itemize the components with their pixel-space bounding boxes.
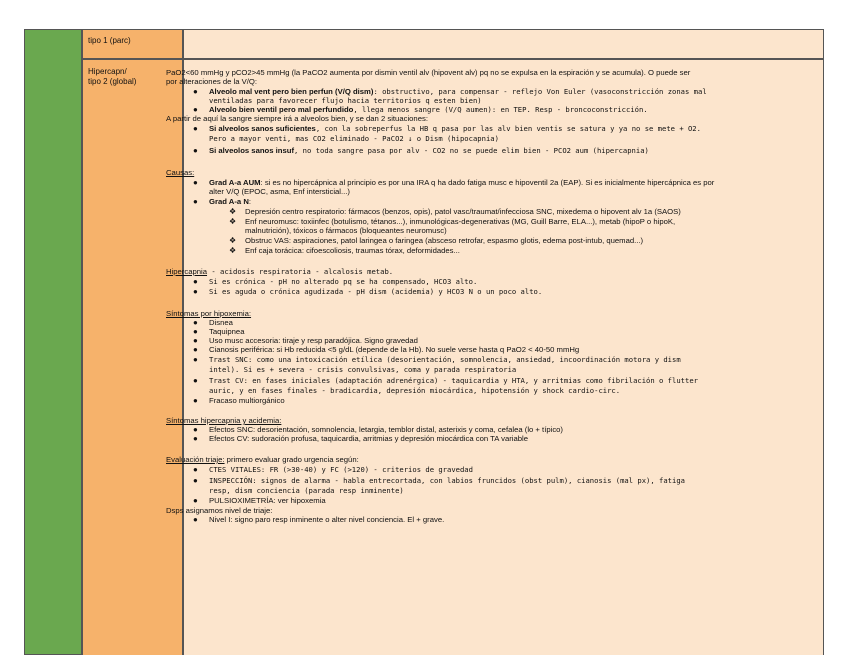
situation-1-line2: Pero a mayor venti, mas CO2 eliminado - PaCO2 ↓ o Dism (hipocapnia) [209,134,499,143]
causa-neuromusc-line2: malnutrición), tóxicos o fármacos (bloqueantes neuromusc) [245,226,447,235]
hipercapnia-title: Hipercapnia - acidosis respiratoria - alcalosis metab. [166,267,394,276]
situation-1: Si alveolos sanos suficientes, con la sobreperfus la HB q pasa por las alv bien ventis se satura y ya no se mete + O2. [209,124,701,133]
sintomas-hipoxemia-title: Síntomas por hipoxemia: [166,309,252,318]
sintoma-snc-line2: intel). Si es + severa - crisis convulsivas, coma y parada respiratoria [209,365,517,374]
sintoma-musc: Uso musc accesoria: tiraje y resp paradójica. Signo gravedad [209,336,418,345]
bullet-dot: ● [193,345,198,354]
sintoma-cv: Trast CV: en fases iniciales (adaptación adrenérgica) - taquicardia y HTA, y arritmias como fibrilación o flutter [209,376,698,385]
bullet-dot: ● [193,434,198,443]
sintoma-taquipnea: Taquipnea [209,327,245,336]
diamond-icon: ❖ [229,217,237,226]
bullet-dot: ● [193,124,198,133]
bullet-dot: ● [193,376,198,385]
situation-2: Si alveolos sanos insuf, no toda sangre pasa por alv - CO2 no se puede elim bien - PCO2 aum (hipercapnia) [209,146,649,155]
efectos-snc: Efectos SNC: desorientación, somnolencia, letargia, temblor distal, asterixis y coma, cefalea (lo + típico) [209,425,563,434]
label-tipo2 [82,59,183,655]
causas-title: Causas: [166,168,195,177]
sintoma-disnea: Disnea [209,318,233,327]
label-tipo1: tipo 1 (parc) [82,29,183,59]
bullet-dot: ● [193,277,198,286]
causa-obstruc: Obstruc VAS: aspiraciones, patol laringea o faringea (absceso retrofar, espasmo glotis, edema post-intub, quemad...) [245,236,644,245]
sintoma-snc: Trast SNC: como una intoxicación etílica (desorientación, somnolencia, ansiedad, incoordinación motora y dism [209,355,681,364]
intro-line3: A partir de aquí la sangre siempre irá a alveolos bien, y se dan 2 situaciones: [166,114,428,123]
diamond-icon: ❖ [229,246,237,255]
bullet-dot: ● [193,146,198,155]
bullet-dot: ● [193,515,198,524]
evaluacion-title: Evaluación triaje: primero evaluar grado urgencia según: [166,455,359,464]
bullet-dot: ● [193,425,198,434]
green-column [24,29,82,655]
causas-grad-aum-line2: alter V/Q (EPOC, asma, Enf intersticial...) [209,187,350,196]
bullet-dot: ● [193,87,198,96]
causas-grad-n: Grad A-a N: [209,197,252,206]
causa-depresion: Depresión centro respiratorio: fármacos (benzos, opis), patol vasc/traumat/infecciosa SNC, mixedema o hipovent alv 1a (SAOS) [245,207,681,216]
bullet-dot: ● [193,396,198,405]
bullet-dot: ● [193,336,198,345]
label-tipo2-line1: Hipercapn/ [88,67,127,76]
intro-bullet1: Alveolo mal vent pero bien perfun (V/Q dism): obstructivo, para compensar - reflejo Von Euler (vasoconstricción zonas mal [209,87,707,96]
label-tipo2-line2: tipo 2 (global) [88,77,137,86]
sintoma-fracaso: Fracaso multiorgánico [209,396,285,405]
intro-line1: PaO2<60 mmHg y pCO2>45 mmHg (la PaCO2 aumenta por dismin ventil alv (hipovent alv) pq no se expulsa en la espiración y se acumula). O puede ser [166,68,691,77]
eval-ctes: CTES VITALES: FR (>30-40) y FC (>120) - criterios de gravedad [209,465,473,474]
causas-grad-aum: Grad A-a AUM: si es no hipercápnica al principio es por una IRA q ha dado fatiga musc e hipoventil 2a (EAP). Si es inicialmente hipercápnica es por [209,178,715,187]
intro-bullet1-line2: ventiladas para favorecer flujo hacia territorios q esten bien) [209,96,482,105]
bullet-dot: ● [193,197,198,206]
bullet-dot: ● [193,105,198,114]
sintoma-cianosis: Cianosis periférica: si Hb reducida <5 g/dL (depende de la Hb). No suele verse hasta q PaO2 < 40-50 mmHg [209,345,580,354]
bullet-dot: ● [193,496,198,505]
hipercapnia-cronica: Si es crónica - pH no alterado pq se ha compensado, HCO3 alto. [209,277,478,286]
diamond-icon: ❖ [229,236,237,245]
bullet-dot: ● [193,355,198,364]
efectos-cv: Efectos CV: sudoración profusa, taquicardia, arritmias y depresión miocárdica con TA variable [209,434,529,443]
sintomas-hipercapnia-title: Síntomas hipercapnia y acidemia: [166,416,282,425]
sintoma-cv-line2: auric, y en fases finales - bradicardia, depresión miocárdica, hipotensión y shock cardio-circ. [209,386,621,395]
eval-nivel-intro: Dsps asignamos nivel de triaje: [166,506,273,515]
bullet-dot: ● [193,465,198,474]
hipercapnia-aguda: Si es aguda o crónica agudizada - pH dism (acidemia) y HCO3 N o un poco alto. [209,287,543,296]
bullet-dot: ● [193,476,198,485]
eval-nivel-1: Nivel I: signo paro resp inminente o alter nivel conciencia. El + grave. [209,515,445,524]
causa-caja: Enf caja torácica: cifoescoliosis, traumas tórax, deformidades... [245,246,460,255]
bullet-dot: ● [193,178,198,187]
causa-neuromusc: Enf neuromusc: toxiinfec (botulismo, tétanos...), inmunológicas-degenerativas (MG, Guill Barre, ELA...), metab (hipoP o hipoK, [245,217,676,226]
diamond-icon: ❖ [229,207,237,216]
bullet-dot: ● [193,318,198,327]
eval-inspeccion-line2: resp, dism conciencia (parada resp inminente) [209,486,404,495]
intro-bullet2: Alveolo bien ventil pero mal perfundido, llega menos sangre (V/Q aumen): en TEP. Resp - broncoconstricción. [209,105,648,114]
eval-pulsioximetria: PULSIOXIMETRÍA: ver hipoxemia [209,496,326,505]
bullet-dot: ● [193,327,198,336]
intro-line2: por alteraciones de la V/Q: [166,77,258,86]
bullet-dot: ● [193,287,198,296]
cell-tipo1-content [183,29,824,59]
eval-inspeccion: INSPECCIÓN: signos de alarma - habla entrecortada, con labios fruncidos (obst pulm), cianosis (mal px), fatiga [209,476,685,485]
